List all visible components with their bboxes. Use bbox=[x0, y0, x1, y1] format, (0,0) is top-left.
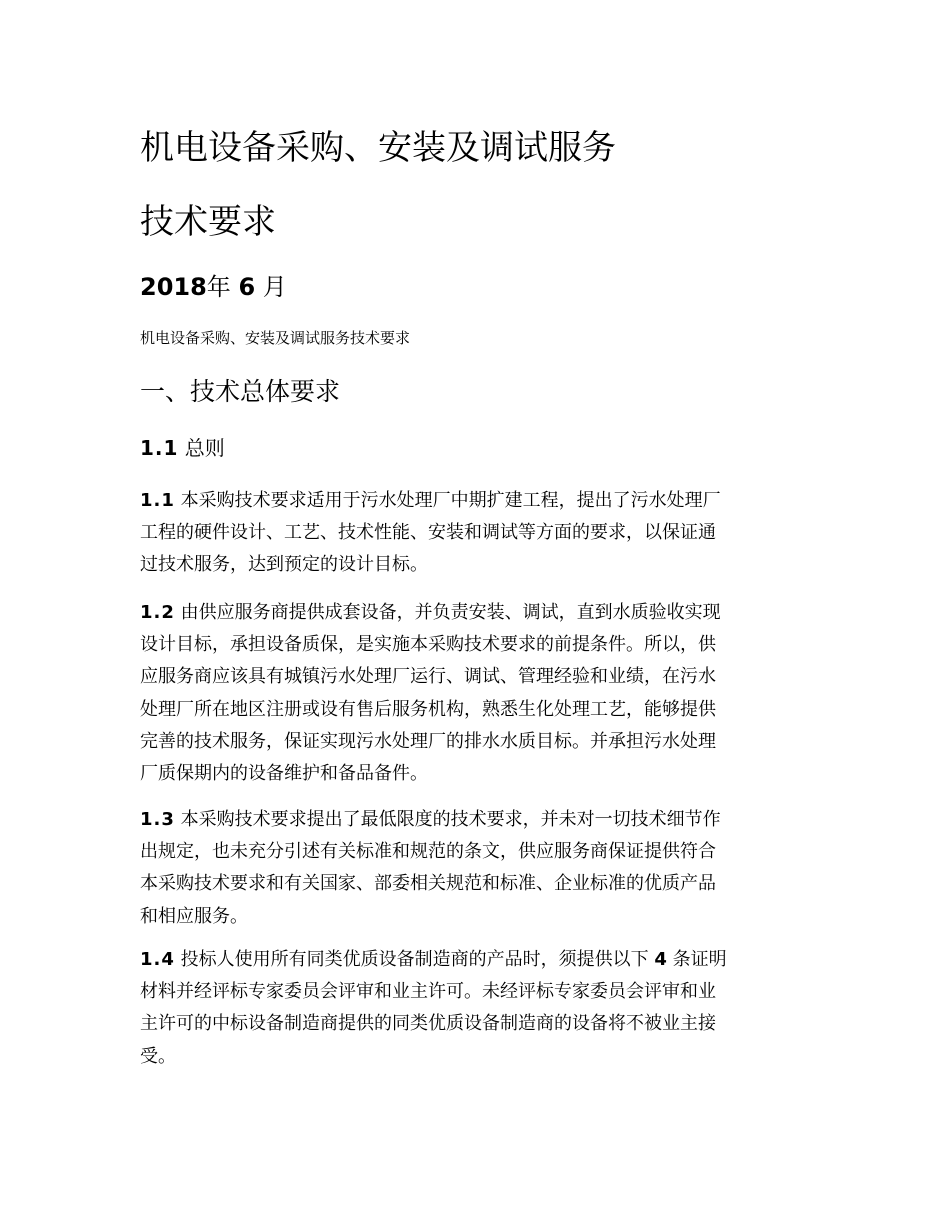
paragraph-1-4 bbox=[140, 944, 812, 1073]
date-year-unit: 年 bbox=[206, 273, 231, 301]
subsection-title: 总则 bbox=[184, 436, 225, 460]
paragraph-line: 材料并经评标专家委员会评审和业主许可。未经评标专家委员会评审和业 bbox=[140, 981, 716, 1003]
paragraph-line: 和相应服务。 bbox=[140, 905, 248, 927]
paragraph-number: 1.1 bbox=[140, 490, 175, 511]
paragraph-bold-count: 4 bbox=[654, 949, 667, 970]
section-heading: 一、技术总体要求 bbox=[140, 377, 341, 406]
paragraph-number: 1.3 bbox=[140, 809, 175, 830]
paragraph-text: 本采购技术要求适用于污水处理厂中期扩建工程，提出了污水处理厂 bbox=[180, 490, 721, 511]
paragraph-line bbox=[140, 597, 812, 629]
date-month-unit: 月 bbox=[262, 273, 287, 301]
paragraph-line: 设计目标，承担设备质保，是实施本采购技术要求的前提条件。所以，供 bbox=[140, 634, 716, 656]
paragraph-text: 本采购技术要求提出了最低限度的技术要求，并未对一切技术细节作 bbox=[180, 809, 721, 830]
paragraph-text: 由供应服务商提供成套设备，并负责安装、调试，直到水质验收实现 bbox=[180, 602, 721, 623]
document-date bbox=[140, 270, 287, 304]
paragraph-line: 过技术服务，达到预定的设计目标。 bbox=[140, 554, 428, 576]
paragraph-line: 完善的技术服务，保证实现污水处理厂的排水水质目标。并承担污水处理 bbox=[140, 730, 716, 752]
subsection-number: 1.1 bbox=[140, 436, 179, 460]
paragraph-1-1 bbox=[140, 485, 812, 582]
paragraph-number: 1.4 bbox=[140, 949, 175, 970]
document-subtitle: 机电设备采购、安装及调试服务技术要求 bbox=[140, 329, 411, 347]
paragraph-line bbox=[140, 944, 812, 976]
date-month: 6 bbox=[238, 273, 256, 301]
paragraph-line: 处理厂所在地区注册或设有售后服务机构，熟悉生化处理工艺，能够提供 bbox=[140, 698, 716, 720]
subsection-heading bbox=[140, 433, 225, 463]
paragraph-line: 工程的硬件设计、工艺、技术性能、安装和调试等方面的要求，以保证通 bbox=[140, 522, 716, 544]
document-title-line2: 技术要求 bbox=[140, 202, 276, 242]
paragraph-line bbox=[140, 804, 812, 836]
paragraph-line: 出规定，也未充分引述有关标准和规范的条文，供应服务商保证提供符合 bbox=[140, 841, 716, 863]
paragraph-line: 主许可的中标设备制造商提供的同类优质设备制造商的设备将不被业主接 bbox=[140, 1013, 716, 1035]
paragraph-number: 1.2 bbox=[140, 602, 175, 623]
paragraph-line: 本采购技术要求和有关国家、部委相关规范和标准、企业标准的优质产品 bbox=[140, 873, 716, 895]
paragraph-text: 投标人使用所有同类优质设备制造商的产品时，须提供以下 bbox=[180, 949, 649, 970]
paragraph-1-2 bbox=[140, 597, 812, 790]
paragraph-line: 受。 bbox=[140, 1045, 176, 1067]
paragraph-1-3 bbox=[140, 804, 812, 933]
paragraph-line bbox=[140, 485, 812, 517]
paragraph-line: 应服务商应该具有城镇污水处理厂运行、调试、管理经验和业绩，在污水 bbox=[140, 666, 716, 688]
document-title-line1: 机电设备采购、安装及调试服务 bbox=[140, 128, 616, 168]
paragraph-line: 厂质保期内的设备维护和备品备件。 bbox=[140, 762, 428, 784]
paragraph-text: 条证明 bbox=[672, 949, 727, 970]
date-year: 2018 bbox=[140, 273, 207, 301]
